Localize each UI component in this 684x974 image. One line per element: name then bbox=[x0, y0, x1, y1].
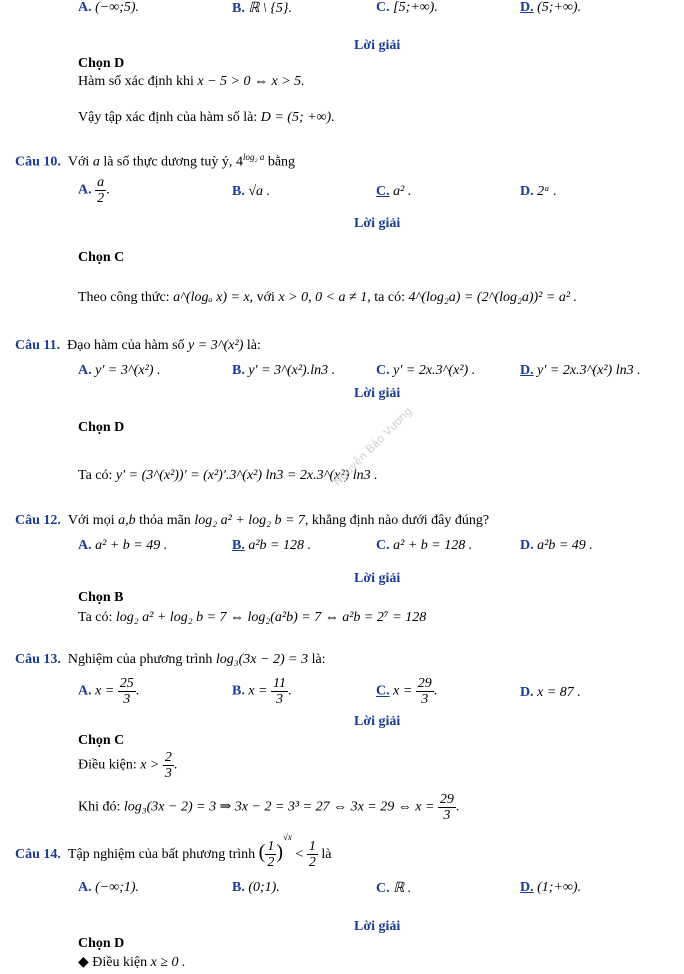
q13-option-a: A. x = $\frac{25}{3}$ . bbox=[78, 676, 140, 707]
q13-solution-line: Khi đó: log₃(3x − 2) = 3 ⇒ 3x − 2 = 3³ = 27 ⇔ 3x = 29 ⇔ x = $\frac{29}{3}$ . bbox=[78, 792, 460, 823]
q9-choice: Chọn D bbox=[78, 56, 125, 71]
q10-solution-line: Theo công thức: a^(logₐ x) = x, với x > 0, 0 < a ≠ 1, ta có: 4^(log₂a) = (2^(log₂a))² = a² . bbox=[78, 290, 578, 305]
q11-solution-title: Lời giải bbox=[354, 386, 401, 401]
q12-option-b: B. a²b = 128 . bbox=[232, 538, 311, 553]
q9-option-c: C. [5;+∞). bbox=[376, 0, 438, 15]
q11-option-a: A. y′ = 3^(x²) . bbox=[78, 363, 161, 378]
q11-option-b: B. y′ = 3^(x²).ln3 . bbox=[232, 363, 336, 378]
q13-option-d: D. x = 87 . bbox=[520, 685, 581, 700]
q11-option-c: C. y′ = 2x.3^(x²) . bbox=[376, 363, 476, 378]
q9-solution-title: Lời giải bbox=[354, 38, 401, 53]
q12-choice: Chọn B bbox=[78, 590, 124, 605]
q10-choice: Chọn C bbox=[78, 250, 125, 265]
q9-option-a: A. (−∞;5). bbox=[78, 0, 140, 15]
q12-solution-title: Lời giải bbox=[354, 571, 401, 586]
q12-option-d: D. a²b = 49 . bbox=[520, 538, 593, 553]
q10-option-a: A. $\frac{a}{2}$ . bbox=[78, 175, 110, 206]
q10-label: Câu 10. bbox=[15, 154, 61, 170]
q11-solution-line: Ta có: y′ = (3^(x²))′ = (x²)′.3^(x²) ln3 = 2x.3^(x²) ln3 . bbox=[78, 468, 378, 483]
q12-solution-line: Ta có: log₂ a² + log₂ b = 7 ⇔ log₂(a²b) = 7 ⇔ a²b = 2⁷ = 128 bbox=[78, 610, 427, 625]
q13-solution-title: Lời giải bbox=[354, 714, 401, 729]
watermark: Nguyễn Bảo Vương bbox=[330, 404, 415, 489]
q11-label: Câu 11. bbox=[15, 338, 61, 353]
q13-option-b: B. x = $\frac{11}{3}$ . bbox=[232, 676, 292, 707]
q11-question: Câu 11. Đạo hàm của hàm số y = 3^(x²) là: bbox=[15, 338, 261, 353]
q14-question: Câu 14. Tập nghiệm của bất phương trình ( $\frac{1}{2}$ )$^{√x}$ < $\frac{1}{2}$ là bbox=[15, 832, 332, 871]
q9-solution-line-2: Vậy tập xác định của hàm số là: D = (5; +∞). bbox=[78, 110, 335, 125]
q10-question: Câu 10. Với a là số thực dương tuỳ ý, $4^{log_2 a}$ bằng bbox=[15, 152, 296, 170]
q14-option-b: B. (0;1). bbox=[232, 880, 280, 895]
q9-solution-line-1: Hàm số xác định khi x − 5 > 0 ⇔ x > 5. bbox=[78, 74, 305, 89]
q12-label: Câu 12. bbox=[15, 513, 61, 528]
q9-option-d: D. (5;+∞). bbox=[520, 0, 582, 15]
q14-option-d: D. (1;+∞). bbox=[520, 880, 582, 895]
q14-choice: Chọn D bbox=[78, 936, 125, 951]
q10-option-b: B. √a . bbox=[232, 184, 271, 199]
q14-option-a: A. (−∞;1). bbox=[78, 880, 140, 895]
q12-option-c: C. a² + b = 128 . bbox=[376, 538, 473, 553]
q14-option-c: C. ℝ . bbox=[376, 881, 412, 896]
q14-condition: ◆ Điều kiện x ≥ 0 . bbox=[78, 955, 186, 970]
q13-option-c: C. x = $\frac{29}{3}$ . bbox=[376, 676, 438, 707]
q13-choice: Chọn C bbox=[78, 733, 125, 748]
q13-condition: Điều kiện: x > $\frac{2}{3}$ . bbox=[78, 750, 178, 781]
q14-label: Câu 14. bbox=[15, 847, 61, 862]
q9-option-b: B. ℝ \ {5}. bbox=[232, 1, 293, 16]
q10-option-c: C. a² . bbox=[376, 184, 412, 199]
q13-question: Câu 13. Nghiệm của phương trình log₃(3x − 2) = 3 là: bbox=[15, 652, 326, 667]
q11-option-d: D. y′ = 2x.3^(x²) ln3 . bbox=[520, 363, 641, 378]
q14-solution-title: Lời giải bbox=[354, 919, 401, 934]
q11-choice: Chọn D bbox=[78, 420, 125, 435]
q10-solution-title: Lời giải bbox=[354, 216, 401, 231]
q12-question: Câu 12. Với mọi a,b thỏa mãn log₂ a² + log₂ b = 7, khẳng định nào dưới đây đúng? bbox=[15, 513, 490, 528]
q12-option-a: A. a² + b = 49 . bbox=[78, 538, 168, 553]
q13-label: Câu 13. bbox=[15, 652, 61, 667]
bullet-icon: ◆ bbox=[78, 955, 89, 970]
q10-option-d: D. 2ᵃ . bbox=[520, 184, 557, 199]
